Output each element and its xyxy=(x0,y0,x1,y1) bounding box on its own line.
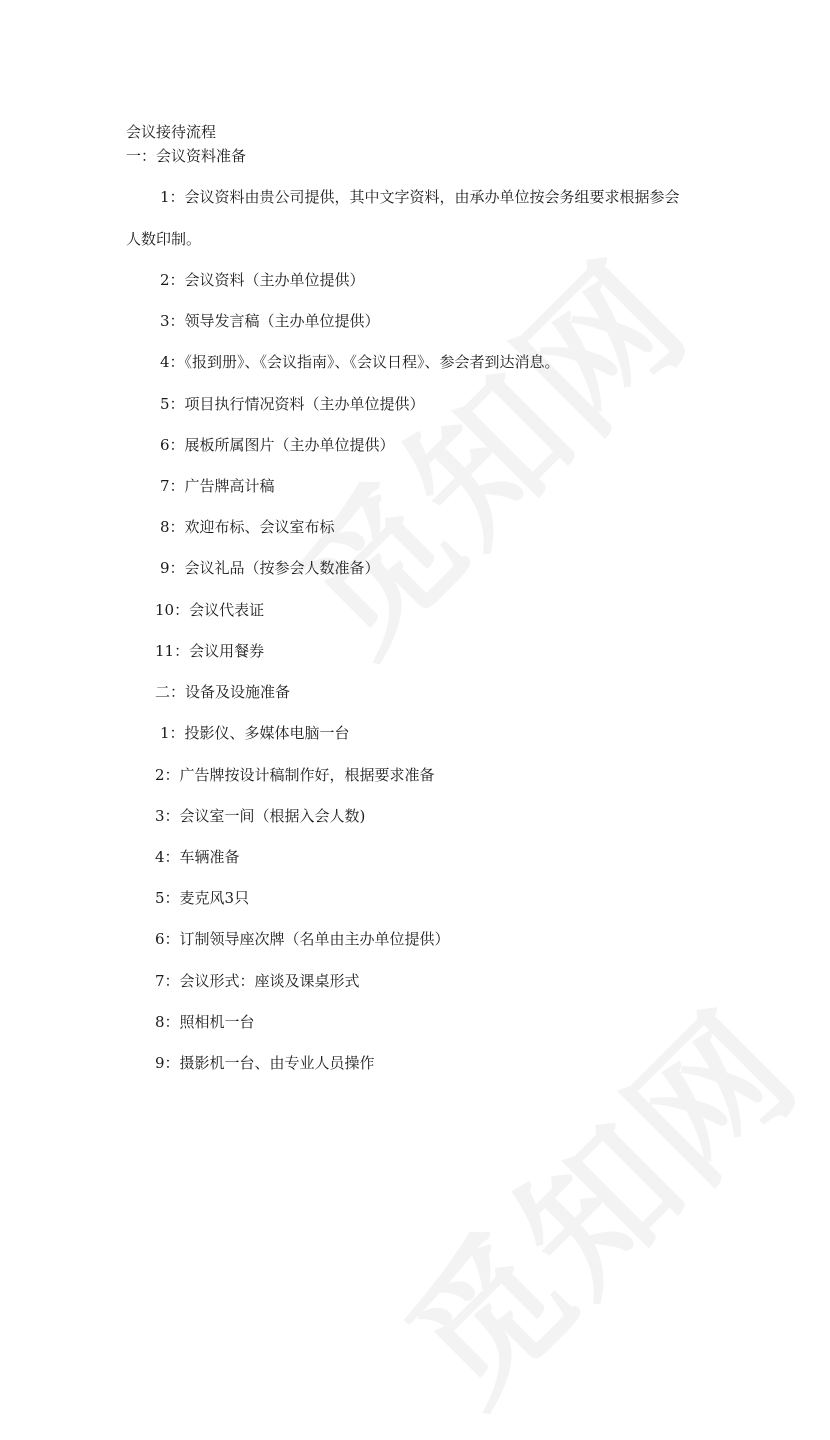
section-heading-equipment: 二：设备及设施准备 xyxy=(155,683,291,701)
list-item: 9：会议礼品（按参会人数准备） xyxy=(160,559,380,577)
list-item: 8：欢迎布标、会议室布标 xyxy=(160,518,335,536)
list-item: 3：领导发言稿（主办单位提供） xyxy=(160,312,380,330)
document-title: 会议接待流程 xyxy=(126,123,217,141)
list-item: 9：摄影机一台、由专业人员操作 xyxy=(155,1054,375,1072)
section-heading-materials: 一：会议资料准备 xyxy=(126,147,247,165)
list-item: 2：会议资料（主办单位提供） xyxy=(160,271,365,289)
list-item: 1：投影仪、多媒体电脑一台 xyxy=(160,724,350,742)
list-item: 5：麦克风3只 xyxy=(155,889,250,907)
list-item: 1：会议资料由贵公司提供，其中文字资料，由承办单位按会务组要求根据参会 xyxy=(160,188,680,206)
list-item: 4：车辆准备 xyxy=(155,848,240,866)
list-item: 10：会议代表证 xyxy=(155,601,265,619)
list-item: 11：会议用餐券 xyxy=(155,642,265,660)
list-item: 6：订制领导座次牌（名单由主办单位提供） xyxy=(155,930,450,948)
list-item: 2：广告牌按设计稿制作好，根据要求准备 xyxy=(155,766,435,784)
list-item: 6：展板所属图片（主办单位提供） xyxy=(160,436,395,454)
list-item: 5：项目执行情况资料（主办单位提供） xyxy=(160,395,425,413)
list-item: 7：会议形式：座谈及课桌形式 xyxy=(155,972,360,990)
watermark xyxy=(352,956,830,1440)
list-item: 4：《报到册》、《会议指南》、《会议日程》、参会者到达消息。 xyxy=(160,353,560,371)
list-item: 3：会议室一间（根据入会人数) xyxy=(155,807,366,825)
list-item-continuation: 人数印制。 xyxy=(126,230,202,248)
list-item: 7：广告牌高计稿 xyxy=(160,477,275,495)
list-item: 8：照相机一台 xyxy=(155,1013,255,1031)
